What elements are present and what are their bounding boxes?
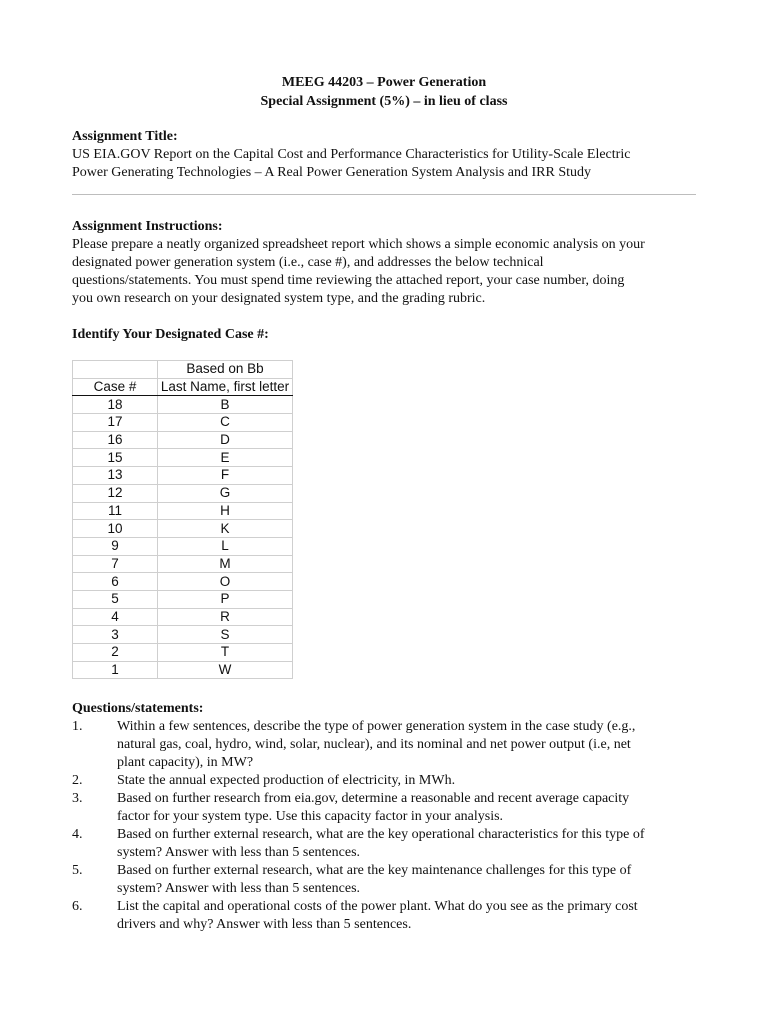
table-row — [73, 590, 293, 608]
course-title: MEEG 44203 – Power Generation — [281, 75, 487, 90]
case-number-cell: 11 — [73, 502, 158, 520]
last-name-letter-cell: G — [158, 484, 293, 502]
instructions-line: you own research on your designated system type, and the grading rubric. — [72, 291, 486, 306]
table-row — [73, 449, 293, 467]
case-number-cell: 1 — [73, 661, 158, 679]
table-row — [73, 484, 293, 502]
question-number: 1. — [72, 719, 83, 734]
question-item — [72, 826, 712, 862]
case-number-cell: 5 — [73, 590, 158, 608]
question-text — [117, 826, 712, 862]
last-name-letter-cell: F — [158, 467, 293, 485]
question-number: 4. — [72, 827, 83, 842]
case-number-cell: 12 — [73, 484, 158, 502]
question-number: 2. — [72, 773, 83, 788]
last-name-letter-cell: K — [158, 520, 293, 538]
question-line: plant capacity), in MW? — [117, 755, 254, 770]
question-number: 3. — [72, 791, 83, 806]
case-number-cell: 9 — [73, 537, 158, 555]
instructions-heading: Assignment Instructions: — [72, 219, 223, 234]
question-line: natural gas, coal, hydro, wind, solar, nuclear), and its nominal and net power output (i.e, net — [117, 737, 631, 752]
case-number-cell: 7 — [73, 555, 158, 573]
question-text — [117, 898, 712, 934]
last-name-letter-cell: S — [158, 626, 293, 644]
assignment-title-heading: Assignment Title: — [72, 129, 178, 144]
instructions-line: designated power generation system (i.e., case #), and addresses the below technical — [72, 255, 544, 270]
case-number-cell: 15 — [73, 449, 158, 467]
last-name-letter-cell: M — [158, 555, 293, 573]
last-name-letter-cell: L — [158, 537, 293, 555]
section-divider — [72, 194, 696, 195]
case-number-cell: 17 — [73, 414, 158, 432]
question-item — [72, 718, 712, 772]
table-header-cell: Based on Bb — [158, 361, 293, 379]
question-item — [72, 898, 712, 934]
last-name-letter-cell: C — [158, 414, 293, 432]
table-header-row — [73, 361, 293, 379]
assignment-subtitle: Special Assignment (5%) – in lieu of class — [260, 94, 508, 109]
table-row — [73, 502, 293, 520]
assignment-title-line-1: US EIA.GOV Report on the Capital Cost and Performance Characteristics for Utility-Scale Electric — [72, 147, 631, 162]
table-row — [73, 396, 293, 414]
question-number: 6. — [72, 899, 83, 914]
last-name-letter-cell: T — [158, 644, 293, 662]
last-name-letter-cell: B — [158, 396, 293, 414]
case-number-cell: 13 — [73, 467, 158, 485]
table-header-cell: Last Name, first letter — [158, 378, 293, 396]
table-row — [73, 467, 293, 485]
question-line: Within a few sentences, describe the type of power generation system in the case study (e.g., — [117, 719, 636, 734]
last-name-letter-cell: R — [158, 608, 293, 626]
table-row — [73, 555, 293, 573]
question-line: system? Answer with less than 5 sentences. — [117, 881, 361, 896]
question-item — [72, 862, 712, 898]
instructions-section — [72, 218, 702, 308]
table-row — [73, 520, 293, 538]
table-row — [73, 431, 293, 449]
question-line: Based on further research from eia.gov, determine a reasonable and recent average capacity — [117, 791, 630, 806]
table-row — [73, 626, 293, 644]
table-row — [73, 661, 293, 679]
question-line: List the capital and operational costs of the power plant. What do you see as the primary cost — [117, 899, 638, 914]
last-name-letter-cell: O — [158, 573, 293, 591]
question-item — [72, 790, 712, 826]
question-line: Based on further external research, what are the key operational characteristics for this type of — [117, 827, 645, 842]
question-text — [117, 718, 712, 772]
question-text — [117, 772, 712, 790]
questions-list — [72, 718, 712, 934]
table-row — [73, 644, 293, 662]
question-line: Based on further external research, what are the key maintenance challenges for this type of — [117, 863, 632, 878]
case-number-cell: 10 — [73, 520, 158, 538]
question-item — [72, 772, 712, 790]
case-table — [72, 360, 293, 679]
instructions-line: questions/statements. You must spend time reviewing the attached report, your case number, doing — [72, 273, 625, 288]
table-header-cell — [73, 361, 158, 379]
question-line: State the annual expected production of electricity, in MWh. — [117, 773, 456, 788]
last-name-letter-cell: D — [158, 431, 293, 449]
case-number-cell: 3 — [73, 626, 158, 644]
question-line: factor for your system type. Use this capacity factor in your analysis. — [117, 809, 504, 824]
table-row — [73, 573, 293, 591]
questions-heading: Questions/statements: — [72, 701, 204, 716]
table-row — [73, 537, 293, 555]
last-name-letter-cell: E — [158, 449, 293, 467]
assignment-title-section — [72, 128, 702, 182]
questions-section — [72, 700, 712, 934]
table-row — [73, 608, 293, 626]
case-number-cell: 16 — [73, 431, 158, 449]
table-row — [73, 414, 293, 432]
case-number-cell: 18 — [73, 396, 158, 414]
case-number-cell: 4 — [73, 608, 158, 626]
last-name-letter-cell: P — [158, 590, 293, 608]
question-text — [117, 790, 712, 826]
instructions-line: Please prepare a neatly organized spreadsheet report which shows a simple economic analysis on your — [72, 237, 645, 252]
last-name-letter-cell: H — [158, 502, 293, 520]
table-header-row — [73, 378, 293, 396]
last-name-letter-cell: W — [158, 661, 293, 679]
question-text — [117, 862, 712, 898]
question-line: system? Answer with less than 5 sentences. — [117, 845, 361, 860]
table-header-cell: Case # — [73, 378, 158, 396]
case-number-cell: 2 — [73, 644, 158, 662]
case-number-cell: 6 — [73, 573, 158, 591]
assignment-title-line-2: Power Generating Technologies – A Real Power Generation System Analysis and IRR Study — [72, 165, 592, 180]
question-number: 5. — [72, 863, 83, 878]
question-line: drivers and why? Answer with less than 5 sentences. — [117, 917, 412, 932]
case-heading: Identify Your Designated Case #: — [72, 327, 269, 342]
